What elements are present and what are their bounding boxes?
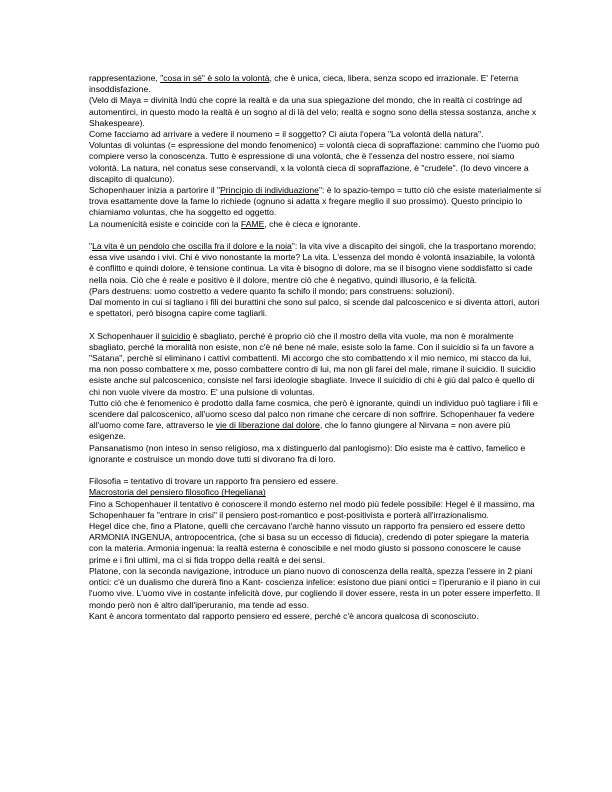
paragraph-gap [89, 230, 542, 241]
paragraph [89, 286, 542, 297]
text-run: Dal momento in cui si tagliano i fili dei burattini che sono sul palco, si scende dal palcoscenico e si diventa attori, autori e spettatori, però bisogna capire come tagliarli. [89, 297, 540, 319]
paragraph [89, 521, 542, 566]
text-run: Filosofia = tentativo di trovare un rapporto fra pensiero ed essere. [89, 476, 339, 487]
text-run: Pansanatismo (non inteso in senso religioso, ma x distinguerlo dal panlogismo): Dio esiste ma è cattivo, famelico e ignorante e costruisce un mondo dove tutti si divorano fra di loro. [89, 442, 526, 464]
text-run: (Velo di Maya = divinità Indù che copre la realtà e da una sua spiegazione del mondo, che in realtà ci costringe ad automentirci, in questo modo la realtà è un sogno al di là del velo; realtà e sogno sono della stessa sostanza, anche x Shakespeare). [89, 95, 537, 128]
underlined-text: Macrostoria del pensiero filosofico (Hegeliana) [89, 487, 266, 498]
text-run: rappresentazione, [89, 73, 161, 83]
text-run: Hegel dice che, fino a Platone, quelli che cercavano l'archè hanno vissuto un rapporto fra pensiero ed essere detto ARMONIA INGENUA, antropocentrica, (che si basa su un eccesso di fiducia), credendo di poter spiegare la materia con la materia. Armonia ingenua: la realtà esterna è conoscibile e nel modo giusto si possono conoscere le cause prime e i fini ultimi, ma ci si fida troppo della realtà e dei sensi. [89, 521, 529, 565]
text-run: Platone, con la seconda navigazione, introduce un piano nuovo di conoscenza della realtà, spezza l'essere in 2 piani ontici: c'è un dualismo che durerà fino a Kant- coscienza infelice: esistono due piani ontici = l'iperuranio e il piano in cui l'uomo vive. L'uomo vive in costante infelicità dove, pur cogliendo il dover essere, resta in un poter essere imperfetto. Il mondo però non è altro dall'iperuranio, ma tende ad esso. [89, 565, 541, 610]
text-run: La noumenicità esiste e coincide con la [89, 218, 241, 229]
text-run: ": è lo spazio-tempo = tutto ciò che esiste materialmente si trova esattamente dove la fame lo richiede (ognuno si adatta x fregare meglio il suo prossimo). Questo principio lo chiamiamo voluntas, che ha soggetto ed oggetto. [89, 185, 542, 218]
paragraph [89, 297, 542, 319]
paragraph [89, 443, 542, 465]
text-run: Schopenhauer inizia a partorire il " [89, 185, 221, 196]
paragraph [89, 331, 542, 398]
paragraph [89, 499, 542, 521]
underlined-text: suicidio [161, 330, 191, 341]
text-run: , che è cieca e ignorante. [264, 218, 361, 229]
text-run: Voluntas di voluntas (= espressione del mondo fenomenico) = volontà cieca di sopraffazione: cammino che l'uomo può compiere verso la conoscenza. Tutto è espressione di una volontà, che è l'essenza del nostro essere, noi siamo volontà. La natura, nel conatus sese conservandi, x la volontà cieca di sopraffazione, è "crudele". (Io devo vincere a discapito di qualcuno). [89, 140, 540, 184]
text-run: Kant è ancora tormentato dal rapporto pensiero ed essere, perchè c'è ancora qualcosa di sconosciuto. [89, 610, 479, 621]
text-run: " [89, 241, 93, 252]
text-run: è sbagliato, perché è proprio ciò che il mostro della vita vuole, ma non è moralmente sbagliato, perché la moralità non esiste, non c'è né bene né male, esiste solo la fame. Con il suicidio si fa un favore a "Satana", perchè si eliminano i cattivi combattenti. Mi accorgo che sto combattendo x il mio nemico, mi stacco da lui, ma non posso combattere x me, posso combattere contro di lui, ma non gli farei del male, rimane il suicidio. Il suicidio esiste anche sul palcoscenico, consiste nel farsi ideologie sbagliate. Invece il suicidio di chi è giù dal palco è quello di chi non vuole vivere da mostro. E' una pulsione di voluntas. [89, 330, 536, 397]
paragraph-gap [89, 465, 542, 476]
paragraph [89, 219, 542, 230]
paragraph [89, 73, 542, 95]
paragraph [89, 129, 542, 140]
paragraph [89, 398, 542, 443]
text-run: X Schopenhauer il [89, 330, 162, 341]
text-run: Tutto ciò che è fenomenico è prodotto dalla fame cosmica, che però è ignorante, quindi un individuo può tagliare i fili e scendere dal palcoscenico, all'uomo sceso dal palco non rimane che cercare di non soffrire. Schopenhauer fa vedere all'uomo come fare, attraverso le [89, 397, 538, 431]
underlined-text: "cosa in sé" è solo la volontà [160, 73, 270, 83]
paragraph [89, 140, 542, 185]
paragraph-gap [89, 319, 542, 330]
underlined-text: Principio di individuazione [220, 185, 319, 196]
text-run: Come facciamo ad arrivare a vedere il noumeno = il soggetto? Ci aiuta l'opera "La volontà della natura". [89, 129, 484, 140]
paragraph [89, 95, 542, 129]
paragraph [89, 611, 542, 622]
underlined-text: FAME [240, 218, 265, 229]
text-run: , che è unica, cieca, libera, senza scopo ed irrazionale. E' l'eterna insoddisfazione. [89, 73, 519, 95]
text-run: , che lo fanno giungere al Nirvana = non avere più esigenze. [89, 420, 511, 442]
paragraph [89, 185, 542, 219]
paragraph [89, 476, 542, 487]
underlined-text: vie di liberazione dal dolore [215, 420, 320, 431]
underlined-text: La vita è un pendolo che oscilla fra il dolore e la noia [92, 241, 292, 252]
text-run: ": la vita vive a discapito dei singoli, che la trasportano morendo; essa vive usando i vivi. Chi è vivo nonostante la morte? La vita. L'essenza del mondo è volontà insaziabile, la volontà è conflitto e quindi dolore, è tensione continua. La vita è bisogno di dolore, ma se il bisogno viene soddisfatto si cade nella noia. Ciò che è reale e positivo è il dolore, mentre ciò che è negativo, quindi illusorio, è la felicità. [89, 241, 537, 285]
text-run: Fino a Schopenhauer il tentativo è conoscere il mondo esterno nel modo più fedele possibile: Hegel è il massimo, ma Schopenhauer fa "entrare in crisi" il pensiero post-romantico e post-positivista e porterà all'irrazionalismo. [89, 498, 535, 520]
paragraph [89, 487, 542, 498]
paragraph [89, 566, 542, 611]
paragraph [89, 241, 542, 286]
text-run: (Pars destruens: uomo costretto a vedere quanto fa schifo il mondo; pars construens: soluzioni). [89, 285, 455, 296]
